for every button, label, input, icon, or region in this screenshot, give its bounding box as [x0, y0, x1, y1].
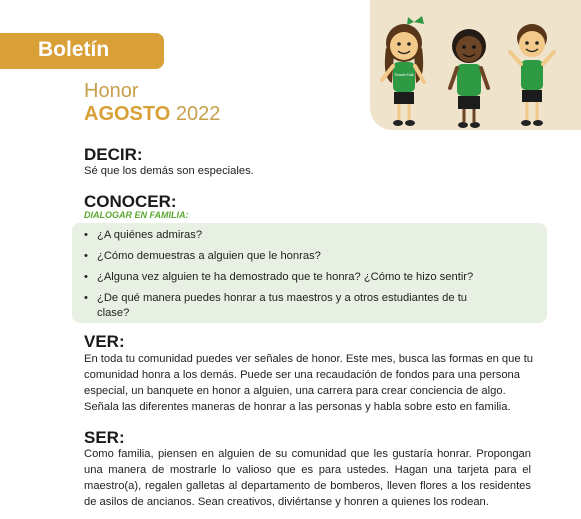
conocer-heading: CONOCER:	[84, 192, 177, 211]
question-item: • ¿Cómo demuestras a alguien que le honras?	[84, 249, 477, 264]
kid-girl-figure	[382, 16, 424, 126]
ver-heading: VER:	[84, 332, 125, 351]
decir-heading: DECIR:	[84, 145, 143, 164]
ver-text: En toda tu comunidad puedes ver señales de honor. Este mes, busca las formas en que tu comunidad honra a los demás. Puede ser una recaudación de fondos para una persona especial, un banquete en honor a alguien, una carrera para crear conciencia de algo. Señala las diferentes maneras de honrar a las personas y habla sobre esto en familia.	[84, 353, 534, 413]
question-item: • ¿Alguna vez alguien te ha demostrado que te honra? ¿Cómo te hizo sentir?	[84, 270, 477, 285]
bulletin-banner	[0, 33, 164, 69]
ser-text: Como familia, piensen en alguien de su comunidad que les gustaría honrar. Propongan una manera de mostrarle lo valioso que es para ustedes. Hagan una tarjeta para el maestro(a), regalen galletas al departamento de bomberos, lleven flores a los residentes de asilos de ancianos. Sean creativos, diviértanse y honren a quienes los rodean.	[84, 448, 531, 508]
question-item: • ¿A quiénes admiras?	[84, 228, 477, 243]
shirt-logo: Teach•Talk	[394, 72, 414, 77]
question-item: • ¿De qué manera puedes honrar a tus maestros y a otros estudiantes de tu clase?	[84, 291, 477, 321]
questions-list	[84, 228, 477, 327]
virtue-title: Honor	[84, 80, 139, 102]
kid-middle-figure	[450, 29, 488, 128]
three-kids-illustration	[374, 8, 574, 133]
year-label: 2022	[175, 103, 221, 125]
ser-heading: SER:	[84, 428, 125, 447]
dialog-subheading: DIALOGAR EN FAMILIA:	[84, 210, 189, 220]
month-label: AGOSTO	[84, 103, 171, 125]
bulletin-label: Boletín	[38, 38, 110, 61]
date-title	[84, 103, 220, 126]
decir-text: Sé que los demás son especiales.	[84, 165, 254, 177]
kid-right-figure	[510, 24, 554, 126]
